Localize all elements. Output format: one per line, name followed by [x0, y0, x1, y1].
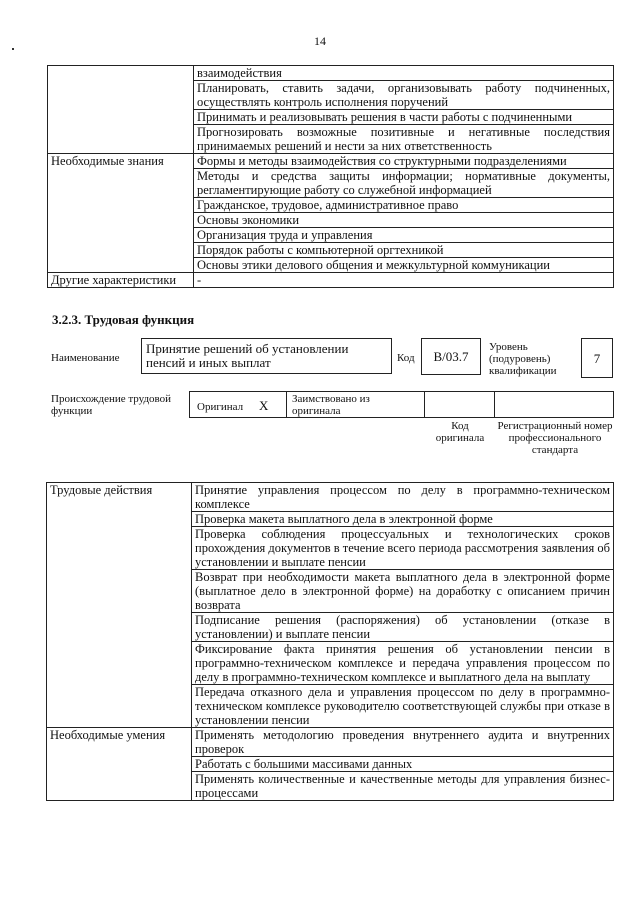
row-text: Порядок работы с компьютерной оргтехникой	[194, 243, 614, 258]
table-row	[47, 527, 614, 570]
row-text: Возврат при необходимости макета выплатного дела в электронной форме (выплатное дело в электронной форме) на доработку с описанием причин возврата	[192, 570, 614, 613]
row-label	[47, 685, 192, 728]
row-text: Проверка соблюдения процессуальных и технологических сроков прохождения документов в течение всего периода рассмотрения заявления об установлении и выплате пенсии	[192, 527, 614, 570]
divider	[286, 392, 287, 417]
row-text: Применять количественные и качественные методы для управления бизнес-процессами	[192, 772, 614, 801]
row-text: -	[194, 273, 614, 288]
page-number: 14	[314, 34, 326, 48]
table-row	[47, 685, 614, 728]
registration-caption: Регистрационный номер профессионального стандарта	[497, 420, 613, 456]
borrowed-label: Заимствовано из оригинала	[292, 393, 370, 417]
row-text: Принимать и реализовывать решения в части работы с подчиненными	[194, 110, 614, 125]
row-text: Основы этики делового общения и межкультурной коммуникации	[194, 258, 614, 273]
table-row	[48, 125, 614, 154]
row-label	[47, 772, 192, 801]
table-row	[48, 228, 614, 243]
row-text: Работать с большими массивами данных	[192, 757, 614, 772]
code-box: B/03.7	[421, 338, 481, 375]
row-label: Необходимые умения	[47, 728, 192, 757]
code-original-caption: Код оригинала	[435, 420, 485, 444]
row-text: Формы и методы взаимодействия со структурными подразделениями	[194, 154, 614, 169]
table-row	[47, 642, 614, 685]
divider	[424, 392, 425, 417]
scan-artifact	[12, 48, 14, 50]
table-row	[48, 81, 614, 110]
function-name-box: Принятие решений об установлении пенсий и иных выплат	[141, 338, 392, 374]
row-label	[47, 642, 192, 685]
row-label	[48, 228, 194, 243]
row-text: Прогнозировать возможные позитивные и негативные последствия принимаемых решений и нести за них ответственность	[194, 125, 614, 154]
original-mark: X	[259, 398, 269, 413]
table-row	[47, 613, 614, 642]
table-row	[47, 483, 614, 512]
row-label: Другие характеристики	[48, 273, 194, 288]
row-label	[48, 81, 194, 110]
row-label	[48, 213, 194, 228]
row-text: взаимодействия	[194, 66, 614, 81]
row-text: Гражданское, трудовое, административное право	[194, 198, 614, 213]
row-label	[47, 527, 192, 570]
name-label: Наименование	[51, 352, 120, 364]
row-text: Фиксирование факта принятия решения об установлении пенсии в программно-техническом комплексе и передача управления процессом по делу в программно-техническом комплексе и выплатного дела на выплату	[192, 642, 614, 685]
row-text: Организация труда и управления	[194, 228, 614, 243]
level-label: Уровень (подуровень) квалификации	[489, 341, 557, 377]
row-label	[48, 125, 194, 154]
row-label: Трудовые действия	[47, 483, 192, 512]
table-row	[47, 570, 614, 613]
table-row	[47, 512, 614, 527]
table-row	[48, 273, 614, 288]
row-label	[48, 110, 194, 125]
row-label: Необходимые знания	[48, 154, 194, 169]
origin-box	[189, 391, 614, 418]
labor-actions-table	[46, 482, 614, 801]
origin-label: Происхождение трудовой функции	[51, 393, 172, 417]
row-text: Применять методологию проведения внутреннего аудита и внутренних проверок	[192, 728, 614, 757]
table-row	[48, 213, 614, 228]
table-row	[48, 243, 614, 258]
code-label: Код	[397, 352, 415, 364]
table-row	[47, 757, 614, 772]
table-row	[48, 154, 614, 169]
divider	[494, 392, 495, 417]
table-row	[48, 198, 614, 213]
row-text: Методы и средства защиты информации; нормативные документы, регламентирующие работу со служебной информацией	[194, 169, 614, 198]
table-row	[48, 169, 614, 198]
row-label	[48, 66, 194, 81]
row-text: Подписание решения (распоряжения) об установлении (отказе в установлении) и выплате пенсии	[192, 613, 614, 642]
table-row	[47, 728, 614, 757]
row-label	[47, 613, 192, 642]
row-label	[48, 169, 194, 198]
row-text: Планировать, ставить задачи, организовывать работу подчиненных, осуществлять контроль исполнения поручений	[194, 81, 614, 110]
row-text: Основы экономики	[194, 213, 614, 228]
table-row	[48, 66, 614, 81]
table-row	[47, 772, 614, 801]
original-label: Оригинал	[197, 401, 244, 413]
row-label	[48, 243, 194, 258]
skills-knowledge-table	[47, 65, 614, 288]
row-text: Проверка макета выплатного дела в электронной форме	[192, 512, 614, 527]
table-row	[48, 110, 614, 125]
table-row	[48, 258, 614, 273]
row-text: Принятие управления процессом по делу в программно-техническом комплексе	[192, 483, 614, 512]
row-label	[48, 198, 194, 213]
section-heading: 3.2.3. Трудовая функция	[52, 312, 195, 327]
row-text: Передача отказного дела и управления процессом по делу в программно-техническом комплексе руководителю соответствующей службы при отказе в установлении пенсии	[192, 685, 614, 728]
row-label	[48, 258, 194, 273]
row-label	[47, 570, 192, 613]
level-box: 7	[581, 338, 613, 378]
row-label	[47, 757, 192, 772]
row-label	[47, 512, 192, 527]
